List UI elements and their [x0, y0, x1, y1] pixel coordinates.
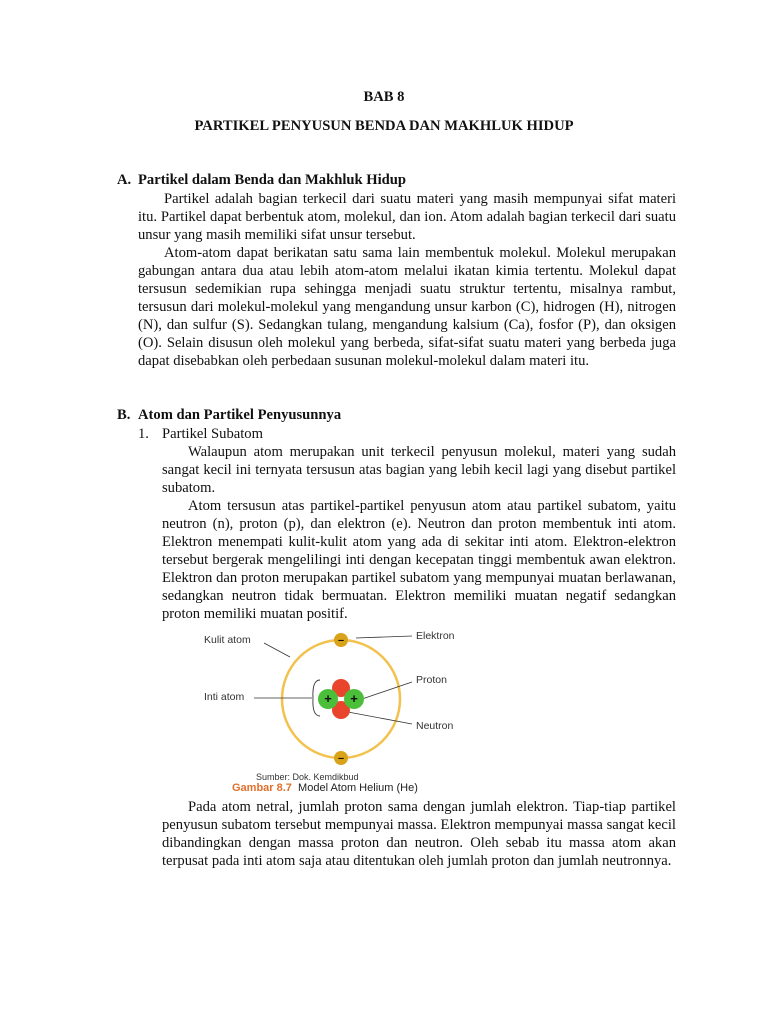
leader-kulit [264, 643, 290, 657]
section-a-title: Partikel dalam Benda dan Makhluk Hidup [138, 172, 407, 188]
figure-caption-number: Gambar 8.7 [232, 782, 292, 794]
proton-left-sign: + [324, 691, 332, 706]
section-b-heading [117, 406, 341, 424]
subsection-1-number: 1. [138, 426, 149, 442]
label-inti-atom: Inti atom [204, 691, 245, 703]
electron-bottom-sign: – [337, 752, 345, 765]
subsection-1-title: Partikel Subatom [162, 426, 263, 442]
section-a-paragraph-1: Partikel adalah bagian terkecil dari suatu materi yang masih mempunyai sifat materi itu. Partikel dapat berbentuk atom, molekul, dan ion. Atom adalah bagian terkecil dari suatu unsur yang masih memiliki sifat unsur tersebut. [138, 191, 676, 243]
section-b-paragraph-2: Atom tersusun atas partikel-partikel penyusun atom atau partikel subatom, yaitu neutron (n), proton (p), dan elektron (e). Neutron dan proton membentuk inti atom. Elektron menempati kulit-kulit atom yang ada di sekitar inti atom. Elektron-elektron tersebut bergerak mengelilingi inti dengan kecepatan tinggi membentuk awan elektron. Elektron dan proton merupakan partikel subatom yang mempunyai muatan berlawanan, sedangkan neutron tidak bermuatan. Elektron memiliki muatan negatif sedangkan proton memiliki muatan positif. [162, 498, 676, 622]
label-neutron: Neutron [416, 720, 454, 732]
subsection-1-heading [138, 425, 263, 443]
chapter-title: PARTIKEL PENYUSUN BENDA DAN MAKHLUK HIDUP [194, 118, 574, 134]
figure-caption [232, 779, 418, 797]
leader-elektron [356, 636, 412, 638]
section-b-letter: B. [117, 407, 131, 423]
section-a-heading [117, 171, 406, 189]
atom-figure [180, 628, 480, 796]
section-b-paragraph-1: Walaupun atom merupakan unit terkecil penyusun molekul, materi yang sudah sangat kecil ini ternyata tersusun atas bagian yang lebih kecil lagi yang disebut partikel subatom. [162, 444, 676, 496]
proton-right-sign: + [350, 691, 358, 706]
label-proton: Proton [416, 674, 447, 686]
electron-top-sign: – [337, 634, 345, 647]
figure-caption-text: Model Atom Helium (He) [298, 782, 418, 794]
label-kulit-atom: Kulit atom [204, 634, 251, 646]
section-a-letter: A. [117, 172, 132, 188]
chapter-label: BAB 8 [363, 89, 405, 105]
leader-proton [362, 682, 412, 699]
section-b-title: Atom dan Partikel Penyusunnya [138, 407, 342, 423]
figure-source: Sumber: Dok. Kemdikbud [256, 772, 359, 782]
section-b-paragraph-3: Pada atom netral, jumlah proton sama dengan jumlah elektron. Tiap-tiap partikel penyusun subatom tersebut mempunyai massa. Elektron mempunyai massa sangat kecil dibandingkan dengan massa proton dan neutron. Oleh sebab itu massa atom akan terpusat pada inti atom saja atau ditentukan oleh jumlah proton dan jumlah neutronnya. [162, 799, 676, 869]
label-elektron: Elektron [416, 630, 455, 642]
leader-neutron [348, 712, 412, 724]
section-a-paragraph-2: Atom-atom dapat berikatan satu sama lain membentuk molekul. Molekul merupakan gabungan antara dua atau lebih atom-atom melalui ikatan kimia tertentu. Molekul dapat tersusun sedemikian rupa sehingga menjadi suatu struktur tertentu, misalnya rambut, tersusun dari molekul-molekul yang mengandung unsur karbon (C), hidrogen (H), nitrogen (N), dan sulfur (S). Sedangkan tulang, mengandung kalsium (Ca), fosfor (P), dan oksigen (O). Selain disusun oleh molekul yang berbeda, sifat-sifat suatu materi yang berbeda juga dapat disebabkan oleh perbedaan susunan molekul-molekul dalam materi itu. [138, 245, 676, 369]
atom-shell-orbit [282, 640, 400, 758]
